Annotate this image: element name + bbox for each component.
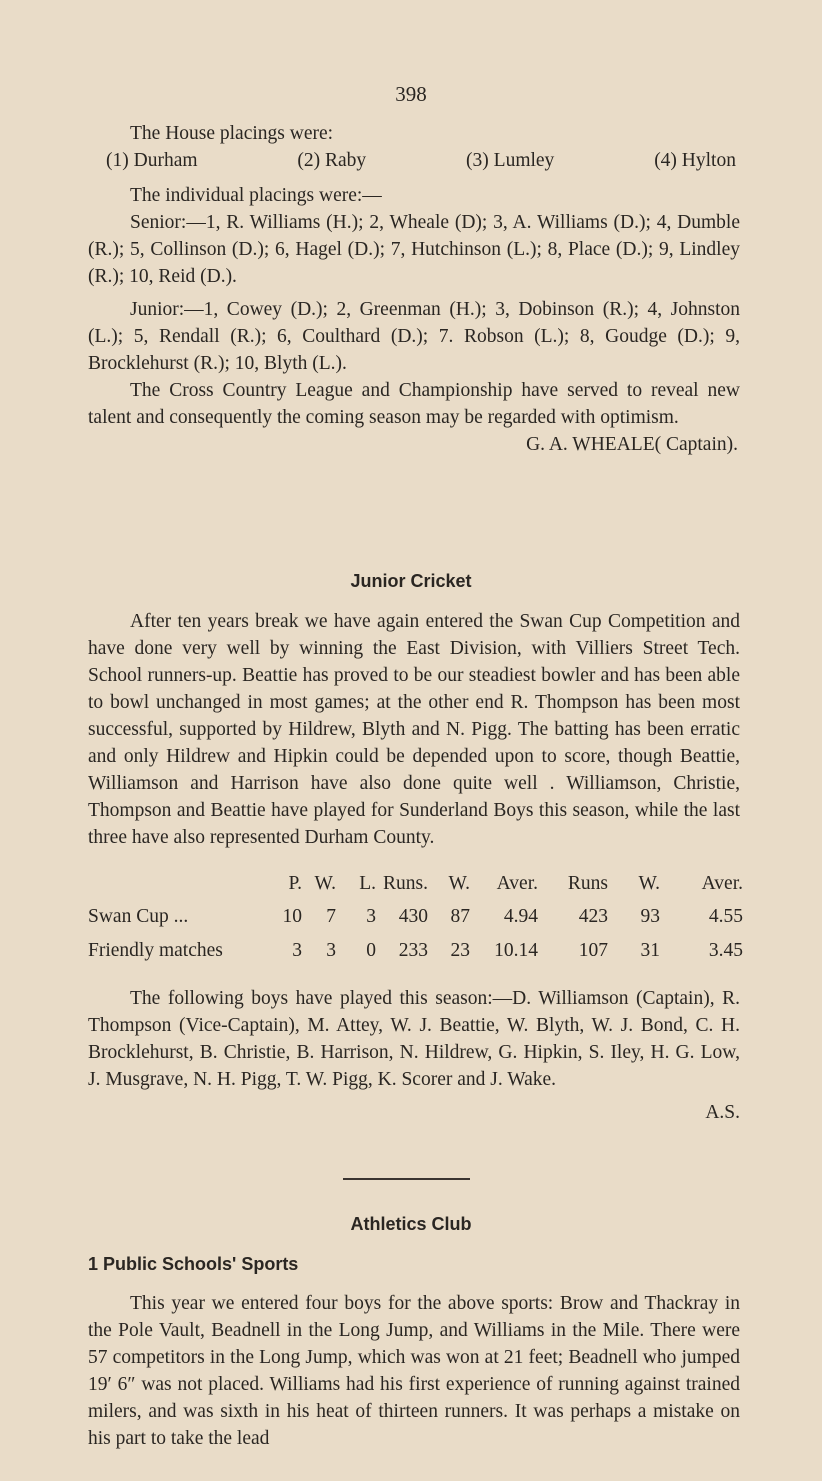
table-cell: 107 [578,940,608,961]
junior-cricket-paragraph: After ten years break we have again entered the Swan Cup Competition and have done very well by winning the East Division, with Villiers Street Tech. School runners-up. Beattie has proved to be our steadiest bowler and has been able to bowl unchanged in most games; at the other end R. Thompson has been most successful, supported by Hildrew, Blyth and N. Pigg. The batting has been erratic and only Hildrew and Hipkin could be depended upon to score, though Beattie, Williamson and Harrison have also done quite well . Williamson, Christie, Thompson and Beattie have played for Sunderland Boys this season, while the last three have also represented Durham County. [88,611,740,848]
captain-signature: G. A. WHEALE( Captain). [526,434,738,455]
table-cell: 4.94 [503,906,538,927]
table-cell: 3.45 [708,940,743,961]
cricket-results-table [88,868,743,967]
header-average-against: Aver. [701,872,743,894]
header-p: P. [288,872,302,894]
page-number: 398 [395,82,427,106]
players-paragraph: The following boys have played this season:—D. Williamson (Captain), R. Thompson (Vice-Captain), M. Attey, W. J. Beattie, W. Blyth, W. J. Bond, C. H. Brocklehurst, B. Christie, B. Harrison, N. Hildrew, G. Hipkin, S. Iley, H. G. Low, J. Musgrave, N. H. Pigg, T. W. Pigg, K. Scorer and J. Wake. [88,988,740,1090]
table-cell: 10.14 [494,940,538,961]
house-placings-intro: The House placings were: [130,123,334,144]
row-label: Swan Cup ... [88,906,189,927]
junior-cricket-heading: Junior Cricket [350,571,472,591]
header-won: W. [314,872,336,894]
table-cell: 93 [640,906,660,927]
junior-placings: Junior:—1, Cowey (D.); 2, Greenman (H.); 3, Dobinson (R.); 4, Johnston (L.); 5, Rendall (R.); 6, Coulthard (D.); 7. Robson (L.); 8, Goudge (D.); 9, Brocklehurst (R.); 10, Blyth (L.). [88,299,740,374]
header-lost: L. [359,872,376,894]
public-schools-subheading: 1 Public Schools' Sports [88,1254,299,1274]
senior-placings: Senior:—1, R. Williams (H.); 2, Wheale (D); 3, A. Williams (D.); 4, Dumble (R.); 5, Collinson (D.); 6, Hagel (D.); 7, Hutchinson (L.); 8, Place (D.); 9, Lindley (R.); 10, Reid (D.). [88,212,740,287]
cross-country-closing: The Cross Country League and Championship have served to reveal new talent and consequently the coming season may be regarded with optimism. [88,380,740,428]
athletics-heading: Athletics Club [350,1214,472,1234]
junior-cricket-section [88,608,740,851]
house-placings-section [88,120,740,458]
house-placings-list [88,147,740,174]
table-row [88,899,743,935]
table-cell: 23 [450,940,470,961]
table-cell: 3 [366,906,376,927]
table-cell: 3 [292,940,302,961]
table-cell: 3 [326,940,336,961]
row-label: Friendly matches [88,940,223,961]
table-row [88,935,743,967]
table-cell: 430 [398,906,428,927]
table-cell: 4.55 [708,906,743,927]
table-cell: 0 [366,940,376,961]
table-cell: 10 [282,906,302,927]
section-divider [343,1178,470,1180]
header-runs-against: Runs [567,872,608,894]
table-header-row [88,868,743,899]
athletics-section [88,1290,740,1452]
table-cell: 87 [450,906,470,927]
house-place-3: (3) Lumley [466,150,555,171]
header-wickets: W. [448,872,470,894]
table-cell: 233 [398,940,428,961]
header-average: Aver. [496,872,538,894]
header-runs: Runs. [383,872,428,894]
cricket-players-section [88,985,740,1126]
table-cell: 7 [326,906,336,927]
athletics-paragraph: This year we entered four boys for the above sports: Brow and Thackray in the Pole Vault, Beadnell in the Long Jump, and Williams in the Mile. There were 57 competitors in the Long Jump, which was won at 21 feet; Beadnell who jumped 19′ 6″ was not placed. Williams had his first experience of running against trained milers, and was sixth in his heat of thirteen runners. It was perhaps a mistake on his part to take the lead [88,1293,740,1449]
house-place-1: (1) Durham [106,150,198,171]
table-cell: 31 [640,940,660,961]
table-cell: 423 [578,906,608,927]
header-wickets-against: W. [638,872,660,894]
individual-placings-intro: The individual placings were:— [130,185,382,206]
author-initials: A.S. [705,1102,740,1123]
house-place-2: (2) Raby [297,150,367,171]
house-place-4: (4) Hylton [654,150,736,171]
